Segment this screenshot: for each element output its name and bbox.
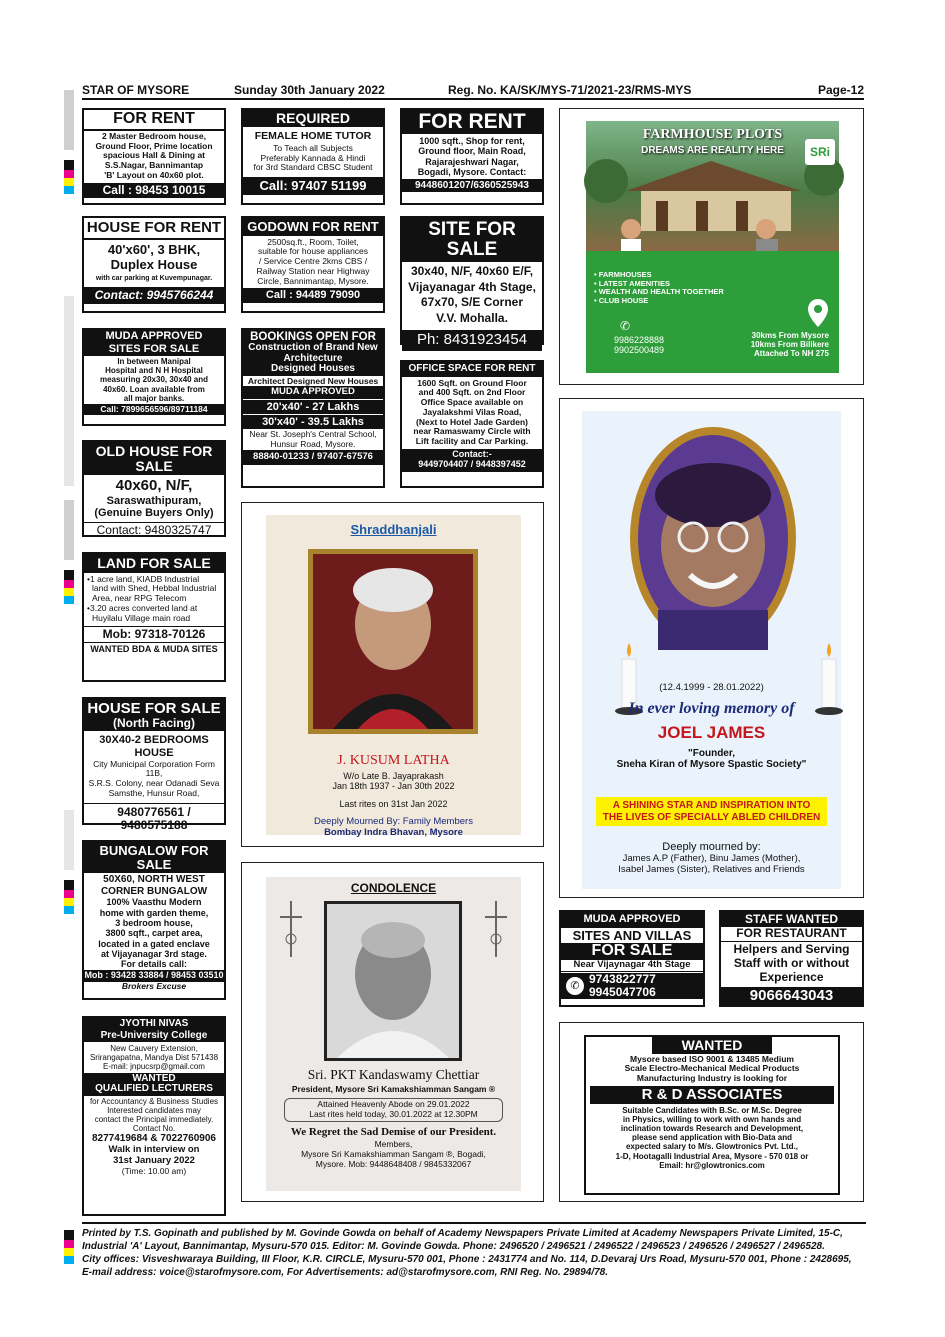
ad-muda-approved-sites xyxy=(82,328,226,426)
sri-logo: SRi xyxy=(805,139,835,165)
ad-note: WANTED BDA & MUDA SITES xyxy=(84,642,224,655)
ad-line: Near Vijaynagar 4th Stage xyxy=(561,960,703,972)
ad-house-for-rent xyxy=(82,216,226,313)
ad-line: New Cauvery Extension, xyxy=(110,1044,198,1053)
ad-bungalow-for-sale xyxy=(82,840,226,1000)
deceased-name: JOEL JAMES xyxy=(657,723,766,743)
ad-line: for Accountancy & Business Studies xyxy=(89,1096,219,1106)
phone-number: 9902500489 xyxy=(614,345,665,356)
ad-subtitle: FOR RESTAURANT xyxy=(721,927,862,943)
ad-line: (Genuine Buyers Only) xyxy=(94,507,214,520)
ad-title: WANTED xyxy=(652,1037,772,1054)
ad-old-house-for-sale xyxy=(82,440,226,537)
ad-subtitle: CORNER BUNGALOW xyxy=(100,885,208,897)
issue-date: Sunday 30th January 2022 xyxy=(234,83,385,97)
condolence-notice xyxy=(241,862,544,1202)
ad-line: S.R.S. Colony, near Odanadi Seva xyxy=(88,778,220,789)
mourners-line: Isabel James (Sister), Relatives and Friends xyxy=(618,863,805,875)
ad-line: Staff with or without xyxy=(733,955,850,970)
ad-phone: Call : 98453 10015 xyxy=(84,183,224,198)
ad-bookings-open xyxy=(241,328,385,488)
ad-line: Mysore based ISO 9001 & 13485 Medium xyxy=(630,1053,794,1064)
deceased-title: President, Mysore Sri Kamakshiamman Sangam ® xyxy=(291,1083,496,1094)
ad-title: OFFICE SPACE FOR RENT xyxy=(402,362,542,377)
ad-title: BUNGALOW FOR SALE xyxy=(84,842,224,873)
ad-price: 20'x40' - 27 Lakhs xyxy=(243,400,383,414)
ad-line: Manufacturing Industry is looking for xyxy=(636,1073,788,1084)
farmhouse-features xyxy=(594,271,724,306)
ad-phone: Call: 97407 51199 xyxy=(243,177,383,195)
obituary-shraddhanjali xyxy=(241,502,544,847)
rites-line: Last rites held today, 30.01.2022 at 12.30PM xyxy=(309,1109,478,1120)
ad-line: Lift facility and Car Parking. xyxy=(415,436,529,447)
tribute-line: A SHINING STAR AND INSPIRATION INTO xyxy=(612,800,811,811)
page-number: Page-12 xyxy=(817,83,864,97)
imprint-line: Printed by T.S. Gopinath and published by M. Govinde Gowda on behalf of Academy Newspapers Private Limited at Academy Newspapers Private Limited, 15-C, xyxy=(82,1228,843,1239)
ad-subtitle: FOR SALE xyxy=(561,943,703,960)
ad-for-rent-house xyxy=(82,108,226,205)
ad-phone: 8277419684 & 7022760906 xyxy=(91,1133,216,1145)
members-line: Members, xyxy=(374,1139,413,1150)
regret-line: We Regret the Sad Demise of our President. xyxy=(290,1125,497,1138)
ad-phone: Call : 94489 79090 xyxy=(243,288,383,302)
farmhouse-title: FARMHOUSE PLOTS xyxy=(642,127,783,142)
imprint-line: Industrial 'A' Layout, Bannimantap, Mysuru-570 015. Editor: M. Govinde Gowda. Phone: 2496520 / 2496521 / 2496522 / 2496523 / 2496526 / 2496527 / 2496528. xyxy=(82,1241,825,1252)
tribute-banner xyxy=(596,797,827,826)
ad-staff-wanted xyxy=(719,910,864,1007)
ad-subtitle: FEMALE HOME TUTOR xyxy=(254,129,372,142)
ad-phone: 88840-01233 / 97407-67576 xyxy=(243,450,383,464)
ad-line: Srirangapatna, Mandya Dist 571438 xyxy=(89,1053,219,1063)
tribute-line: THE LIVES OF SPECIALLY ABLED CHILDREN xyxy=(602,811,821,823)
ad-title: JYOTHI NIVAS xyxy=(84,1018,224,1031)
distance-line: 30kms From Mysore xyxy=(751,331,829,340)
ad-phone: Mob : 93428 33884 / 98453 03510 xyxy=(84,969,224,980)
memorial-photo-frame xyxy=(630,427,796,649)
ad-line: 3800 sqft., carpet area, xyxy=(105,928,203,939)
ad-line: 100% Vaasthu Modern xyxy=(106,897,202,908)
ad-line: suitable for house appliances xyxy=(257,246,369,257)
ad-line: please send application with Bio-Data and xyxy=(631,1133,793,1143)
ad-line: (Next to Hotel Jade Garden) xyxy=(416,416,528,427)
ad-bar: MUDA APPROVED xyxy=(243,386,383,398)
ad-line: Contact No. xyxy=(132,1124,176,1134)
ad-line: measuring 20x30, 30x40 and xyxy=(99,375,209,385)
imprint-line: E-mail address: voice@starofmysore.com, For Advertisements: ad@starofmysore.com, RNI Reg. No. 29894/78. xyxy=(82,1267,608,1278)
feature-item: • WEALTH AND HEALTH TOGETHER xyxy=(594,287,724,297)
distance-line: Attached To NH 275 xyxy=(754,349,829,359)
ad-title: HOUSE FOR RENT xyxy=(84,218,224,240)
ad-subtitle: SITES AND VILLAS xyxy=(572,927,692,943)
distance-line: 10kms From Bilikere xyxy=(750,340,829,350)
ad-line: inclination towards Research and Development, xyxy=(620,1124,804,1134)
ad-land-for-sale xyxy=(82,552,226,682)
ad-line: home with garden theme, xyxy=(99,907,209,918)
ad-line: Preferably Kannada & Hindi xyxy=(260,152,366,163)
ad-line: 2500sq.ft., Room, Toilet, xyxy=(267,236,359,247)
ad-line: contact the Principal immediately. xyxy=(94,1114,214,1124)
memorial-text xyxy=(582,683,841,771)
deceased-name: Sri. PKT Kandaswamy Chettiar xyxy=(307,1067,480,1082)
ad-line: 31st January 2022 xyxy=(113,1154,195,1166)
ornament-cross-icon xyxy=(274,899,308,959)
ad-line: Near St. Joseph's Central School, xyxy=(249,428,377,439)
obituary-card xyxy=(266,515,521,839)
obituary-heading: Shraddhanjali xyxy=(350,522,437,537)
obituary-text xyxy=(266,753,521,839)
ad-line: Duplex House xyxy=(110,256,198,272)
ad-line: 2 Master Bedroom house, xyxy=(102,130,206,141)
memory-line: In ever loving memory of xyxy=(628,699,795,717)
ad-line: Interested candidates may xyxy=(107,1105,201,1115)
founder-line: Sneha Kiran of Mysore Spastic Society" xyxy=(616,759,807,771)
ad-title: SITE FOR SALE xyxy=(402,218,542,262)
registration-number: Reg. No. KA/SK/MYS-71/2021-23/RMS-MYS xyxy=(448,83,692,97)
ad-subtitle: Designed Houses xyxy=(243,364,383,376)
rites-box xyxy=(284,1098,503,1122)
ad-line: Suitable Candidates with B.Sc. or M.Sc. Degree xyxy=(622,1105,802,1115)
ad-line: Circle, Bannimantap, Mysore. xyxy=(257,275,369,286)
ad-line: near Ramaswamy Circle with xyxy=(413,426,531,437)
ad-line: 40'x60', 3 BHK, xyxy=(107,241,201,257)
farmhouse-tagline: DREAMS ARE REALITY HERE xyxy=(641,145,784,156)
condolence-heading: CONDOLENCE xyxy=(350,881,437,895)
ad-phone: 9066643043 xyxy=(721,987,862,1006)
ad-for-rent-shop xyxy=(400,108,544,205)
founder-line: "Founder, xyxy=(688,747,735,759)
ad-line: Hospital and N H Hospital xyxy=(105,366,203,376)
mourners-place: Bombay Indra Bhavan, Mysore xyxy=(324,827,463,839)
ad-jyothi-nivas-college xyxy=(82,1016,226,1216)
ad-line: 30X40-2 BEDROOMS HOUSE xyxy=(99,734,209,759)
ad-phone: Contact: 9945766244 xyxy=(84,287,224,304)
imprint-footer xyxy=(82,1222,866,1279)
ad-line: Railway Station near Highway xyxy=(256,265,370,276)
ad-line: 30x40, N/F, 40x60 E/F, xyxy=(410,263,534,278)
ad-subtitle: Architecture xyxy=(243,354,383,365)
location-pin-icon xyxy=(806,297,830,329)
ad-phone: Contact: 9480325747 xyxy=(84,522,224,538)
ad-house-for-sale xyxy=(82,697,226,833)
page-header xyxy=(82,82,864,100)
portrait-photo xyxy=(327,904,459,1058)
farmhouse-panel xyxy=(586,121,839,373)
ad-site-for-sale xyxy=(400,216,544,349)
ad-line: Ground floor, Main Road, xyxy=(418,146,526,157)
ad-subtitle: 50X60, NORTH WEST xyxy=(103,874,205,886)
ad-line: 1000 sqft., Shop for rent, xyxy=(419,136,525,147)
ad-line: for 3rd Standard CBSC Student xyxy=(253,162,373,173)
mourners xyxy=(582,841,841,875)
ad-line: V.V. Mohalla. xyxy=(436,311,508,326)
paper-name: STAR OF MYSORE xyxy=(82,83,190,97)
ad-line: Rajarajeshwari Nagar, xyxy=(425,156,519,167)
ad-line: •1 acre land, KIADB Industrial xyxy=(87,573,200,584)
ad-phone: 9449704407 / 9448397452 xyxy=(402,460,542,472)
obituary-photo-frame xyxy=(308,549,478,734)
ad-subtitle: Construction of Brand New xyxy=(243,343,383,354)
ad-line: S.S.Nagar, Bannimantap xyxy=(104,160,204,171)
ad-subtitle: Pre-University College xyxy=(84,1031,224,1043)
ad-email: Email: hr@glowtronics.com xyxy=(659,1160,765,1170)
ad-line: Huyilalu Village main road xyxy=(92,612,191,623)
address-line: Mysore Sri Kamakshiamman Sangam ®, Bogadi, xyxy=(301,1149,486,1160)
condolence-text xyxy=(266,1067,521,1170)
ad-line: Saraswathipuram, xyxy=(106,494,202,507)
ad-office-space-for-rent xyxy=(400,360,544,488)
ad-title: MUDA APPROVED xyxy=(561,912,703,928)
ad-line: In between Manipal xyxy=(117,357,191,367)
ad-title: BOOKINGS OPEN FOR xyxy=(243,330,383,343)
portrait-photo xyxy=(313,554,473,729)
ad-line: E-mail: jnpucsrp@gmail.com xyxy=(103,1062,205,1072)
condolence-photo-frame xyxy=(324,901,462,1061)
ad-line: (Time: 10.00 am) xyxy=(121,1165,187,1176)
ad-title: MUDA APPROVED xyxy=(84,330,224,344)
ad-subtitle: SITES FOR SALE xyxy=(84,344,224,357)
feature-item: • FARMHOUSES xyxy=(594,270,652,279)
ad-line: Office Space available on xyxy=(420,397,524,408)
ad-line: expected salary to M/s. Glowtronics Pvt. Ltd., xyxy=(625,1142,799,1152)
ad-line: 3 bedroom house, xyxy=(115,917,193,928)
ad-line: To Teach all Subjects xyxy=(273,142,353,153)
phone-block xyxy=(561,973,703,999)
life-dates: (12.4.1999 - 28.01.2022) xyxy=(659,682,764,693)
ad-line: Samsthe, Hunsur Road, xyxy=(108,787,200,798)
ad-line: Vijayanagar 4th Stage, xyxy=(408,279,536,294)
ad-title: HOUSE FOR SALE xyxy=(84,699,224,717)
ad-line: Ground Floor, Prime location xyxy=(95,140,213,151)
mourners-heading: Deeply mourned by: xyxy=(662,841,761,853)
ad-title: LAND FOR SALE xyxy=(84,554,224,573)
ad-line: For details call: xyxy=(120,959,188,970)
mourners-line: Deeply Mourned By: Family Members xyxy=(314,816,473,828)
ad-line: Experience xyxy=(759,969,824,984)
ad-line: at Vijayanagar 3rd stage. xyxy=(101,949,207,959)
memorial-card xyxy=(582,411,841,889)
ad-title: STAFF WANTED xyxy=(721,912,862,927)
ad-line: / Service Centre 2kms CBS / xyxy=(258,256,368,267)
ad-line: Helpers and Serving xyxy=(733,942,850,957)
rites-line: Last rites on 31st Jan 2022 xyxy=(339,798,448,809)
ad-title: FOR RENT xyxy=(402,110,542,134)
ad-line: 40x60. Loan available from xyxy=(103,384,205,394)
rites-line: Attained Heavenly Abode on 29.01.2022 xyxy=(317,1099,470,1110)
ad-line: located in a gated enclave xyxy=(98,938,210,949)
feature-item: • CLUB HOUSE xyxy=(594,295,649,305)
ad-line: in Physics, willing to work with own hands and xyxy=(622,1114,802,1124)
ad-title: OLD HOUSE FOR SALE xyxy=(84,442,224,475)
dates-line: Jan 18th 1937 - Jan 30th 2022 xyxy=(332,781,455,792)
child-portrait xyxy=(638,435,788,641)
ad-line: 40x60, N/F, xyxy=(115,477,193,495)
ad-line: Walk in interview on xyxy=(108,1143,200,1155)
company-name: R & D ASSOCIATES xyxy=(590,1086,834,1104)
farmhouse-distances xyxy=(751,331,829,359)
ad-phone: 9743822777 xyxy=(589,972,656,987)
ad-line: Contact:- xyxy=(402,449,542,460)
ad-phone: 9448601207/6360525943 xyxy=(402,179,542,192)
condolence-card xyxy=(266,877,521,1191)
relation-line: W/o Late B. Jayaprakash xyxy=(343,771,444,782)
ad-title: WANTED xyxy=(84,1073,224,1085)
ad-required-tutor xyxy=(241,108,385,205)
feature-item: • LATEST AMENITIES xyxy=(594,278,670,288)
ad-subtitle: (North Facing) xyxy=(84,717,224,732)
ad-rd-associates xyxy=(559,1022,864,1202)
ad-line: Hunsur Road, Mysore. xyxy=(270,438,356,449)
ad-line: 67x70, S/E Corner xyxy=(420,295,524,310)
ad-line: 1600 Sqft. on Ground Floor xyxy=(417,377,527,388)
ad-line: •3.20 acres converted land at xyxy=(87,602,198,613)
ad-line: 1-D, Hootagalli Industrial Area, Mysore - 570 018 or xyxy=(615,1151,809,1161)
ad-line: 'B' Layout on 40x60 plot. xyxy=(104,169,204,180)
ad-line: all major banks. xyxy=(123,393,185,403)
mourners-line: James A.P (Father), Binu James (Mother), xyxy=(622,852,801,864)
ad-title: FOR RENT xyxy=(84,110,224,131)
ad-line: Area, near RPG Telecom xyxy=(92,593,187,604)
ad-line: and 400 Sqft. on 2nd Floor xyxy=(418,387,526,398)
ad-line: with car parking at Kuvempunagar. xyxy=(95,274,213,282)
ad-phone: 9945047706 xyxy=(589,985,656,1000)
ad-line: Architect Designed New Houses xyxy=(247,375,379,386)
ad-phone: Mob: 97318-70126 xyxy=(84,626,224,643)
deceased-name: J. KUSUM LATHA xyxy=(337,753,450,768)
ornament-cross-icon xyxy=(479,899,513,959)
ad-muda-sites-villas xyxy=(559,910,705,1007)
ad-godown-for-rent xyxy=(241,216,385,313)
ad-farmhouse-plots xyxy=(559,108,864,385)
ad-line: Scale Electro-Mechanical Medical Products xyxy=(624,1063,800,1074)
ad-title: REQUIRED xyxy=(243,110,383,127)
ad-subtitle: QUALIFIED LECTURERS xyxy=(84,1084,224,1096)
phone-icon: ✆ xyxy=(620,319,631,333)
ad-line: Bogadi, Mysore. Contact: xyxy=(417,167,527,178)
ad-phone: 9480776561 / 9480575188 xyxy=(84,803,224,834)
rd-ad-body xyxy=(584,1035,840,1195)
farmhouse-phones xyxy=(614,335,664,356)
ad-line: spacious Hall & Dining at xyxy=(102,150,206,161)
imprint-line: City offices: Visveshwaraya Building, III Floor, K.R. CIRCLE, Mysuru-570 001, Phone : 2431774 and No. 114, D.Devaraj Urs Road, Mysuru-570 001, Phone : 2428695, xyxy=(82,1254,852,1265)
ad-line: Jayalakshmi Vilas Road, xyxy=(422,406,522,417)
phone-line: Mysore. Mob: 9448648408 / 9845332067 xyxy=(315,1158,472,1169)
phone-icon: ✆ xyxy=(566,977,584,995)
ad-line: City Municipal Corporation Form 11B, xyxy=(93,758,215,779)
ad-phone: Call: 7899656596/89711184 xyxy=(84,404,224,415)
ad-price: 30'x40' - 39.5 Lakhs xyxy=(243,415,383,429)
ad-phone: Ph: 8431923454 xyxy=(402,330,542,351)
phone-number: 9986228888 xyxy=(614,335,665,345)
ad-title: GODOWN FOR RENT xyxy=(243,218,383,236)
ad-line: land with Shed, Hebbal Industrial xyxy=(92,583,217,594)
memorial-joel-james xyxy=(559,398,864,898)
ad-note: Brokers Excuse xyxy=(121,980,187,991)
